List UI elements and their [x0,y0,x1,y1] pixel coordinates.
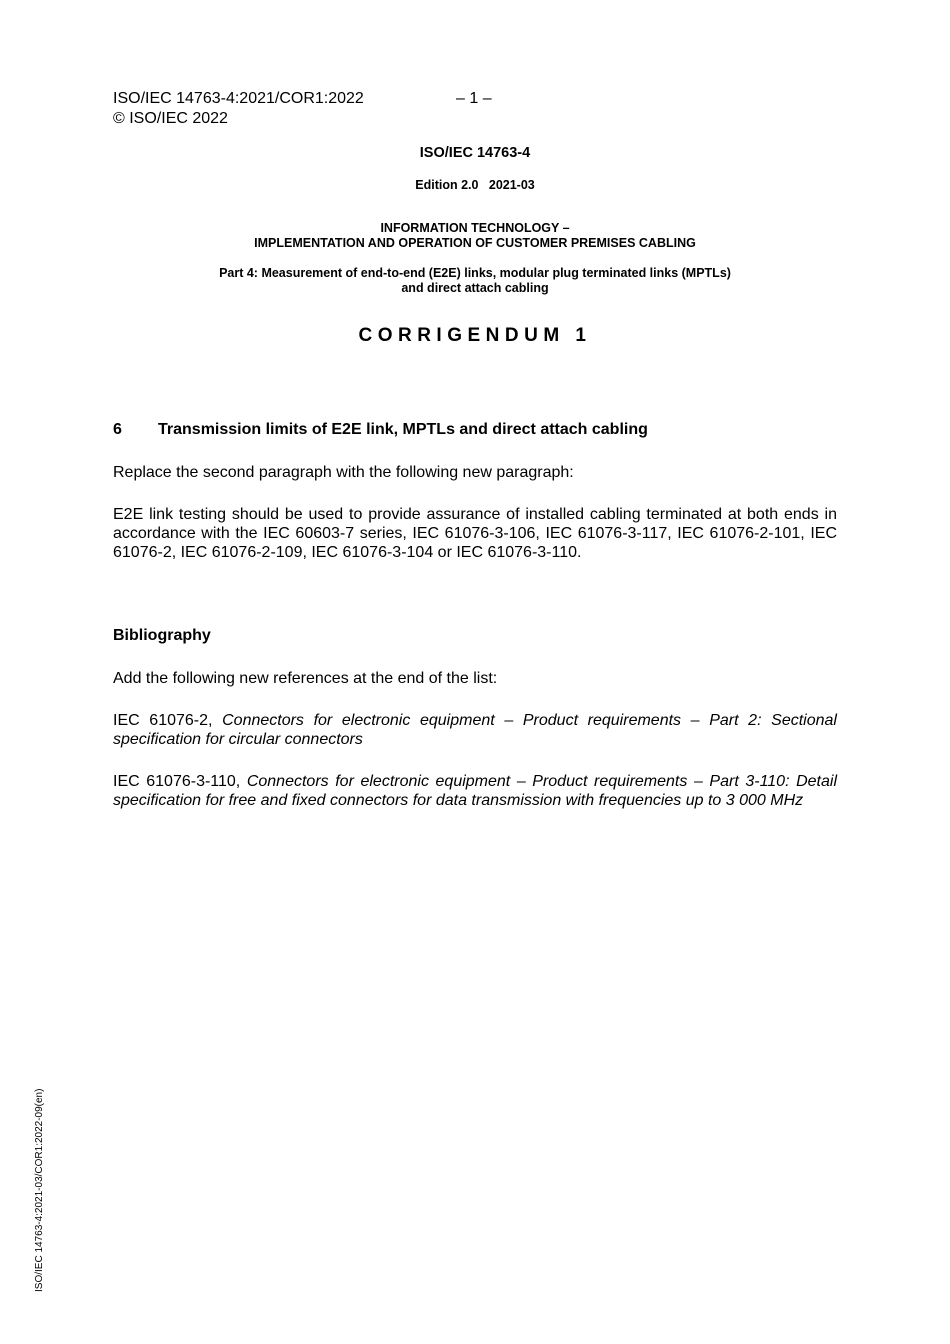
title-line-1: INFORMATION TECHNOLOGY – [380,221,570,235]
bibliography-instruction: Add the following new references at the end of the list: [113,670,498,687]
section-title: Transmission limits of E2E link, MPTLs and direct attach cabling [158,421,648,438]
section-6-paragraph: E2E link testing should be used to provide assurance of installed cabling terminated at both ends in accordance with the IEC 60603-7 series, IEC 61076-3-106, IEC 61076-3-117, IEC 61076-2-101, IEC 61076-2, IEC 61076-2-109, IEC 61076-3-104 or IEC 61076-3-110. [113,506,837,561]
bibliography-reference-1 [113,711,837,749]
reference-code: IEC 61076-3-110, [113,773,247,790]
page-number: – 1 – [456,90,492,107]
edition-line: Edition 2.0 2021-03 [415,178,535,192]
part-title-line-1: Part 4: Measurement of end-to-end (E2E) links, modular plug terminated links (MPTLs) [219,266,731,280]
corrigendum-title: CORRIGENDUM 1 [358,325,592,346]
document-reference: ISO/IEC 14763-4:2021/COR1:2022 [113,90,364,107]
bibliography-reference-2 [113,772,837,810]
reference-code: IEC 61076-2, [113,712,223,729]
reference-title: Connectors for electronic equipment – Product requirements – Part 2: Sectional specification for circular connectors [113,712,837,748]
title-line-2: IMPLEMENTATION AND OPERATION OF CUSTOMER PREMISES CABLING [254,236,696,250]
copyright-notice: © ISO/IEC 2022 [113,110,228,127]
section-6-instruction: Replace the second paragraph with the following new paragraph: [113,464,574,481]
section-6-heading [113,421,648,439]
side-document-label: ISO/IEC 14763-4:2021-03/COR1:2022-09(en) [34,1088,45,1292]
part-title-line-2: and direct attach cabling [401,281,549,295]
standard-number: ISO/IEC 14763-4 [419,145,531,161]
bibliography-heading: Bibliography [113,627,211,644]
reference-title: Connectors for electronic equipment – Product requirements – Part 3-110: Detail specification for free and fixed connectors for data transmission with frequencies up to 3 000 MHz [113,773,837,809]
section-number: 6 [113,421,122,438]
